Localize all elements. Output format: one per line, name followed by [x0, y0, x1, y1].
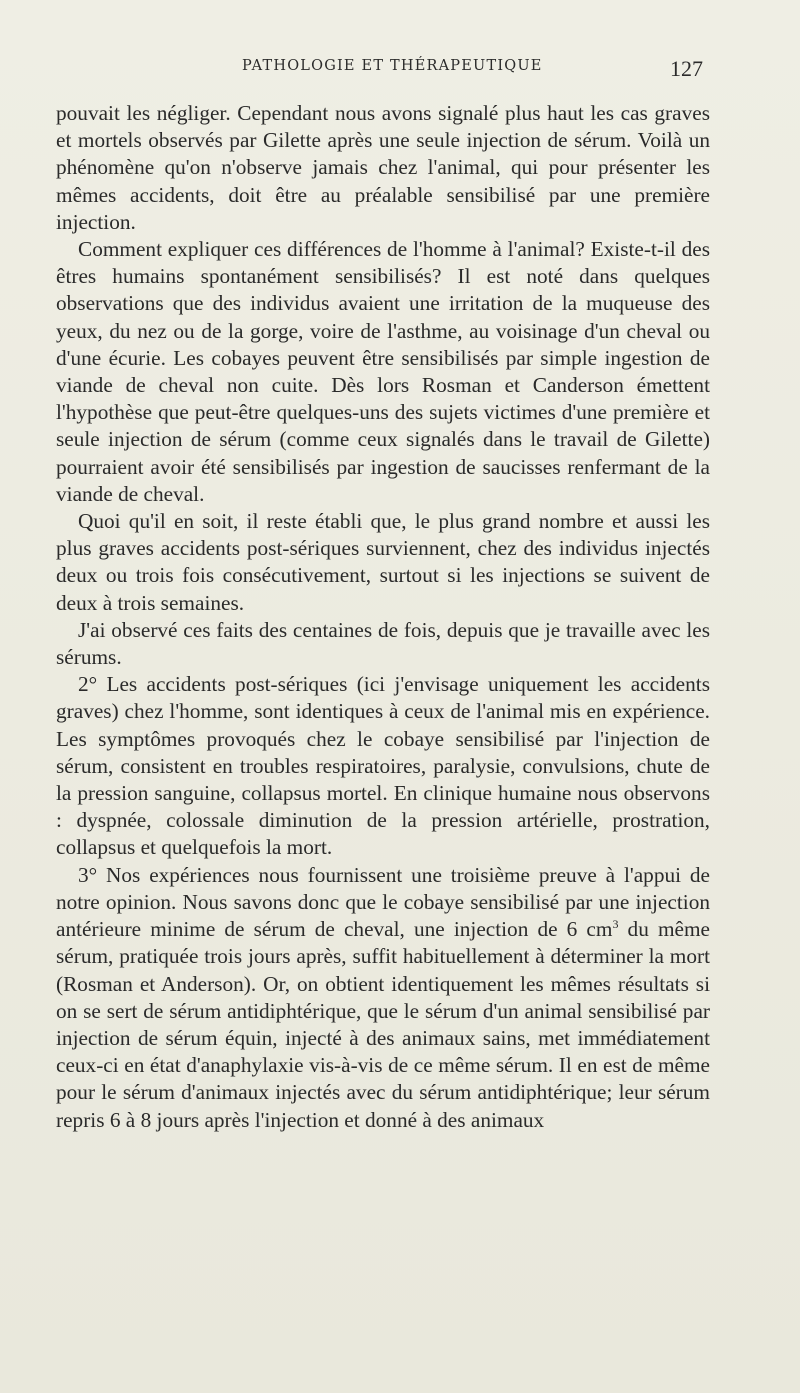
paragraph: Comment expliquer ces différences de l'homme à l'animal? Existe-t-il des êtres humains spontanément sensibilisés? Il est noté dans quelques observations que des individus avaient une irritation de la muqueuse des yeux, du nez ou de la gorge, voire de l'asthme, au voisinage d'un cheval ou d'une écurie. Les cobayes peuvent être sensibilisés par simple ingestion de viande de cheval non cuite. Dès lors Rosman et Canderson émettent l'hypothèse que peut-être quelques-uns des sujets victimes d'une première et seule injection de sérum (comme ceux signalés dans le travail de Gilette) pourraient avoir été sensibilisés par ingestion de saucisses renfermant de la viande de cheval.	[56, 237, 710, 506]
paragraph: Quoi qu'il en soit, il reste établi que, le plus grand nombre et aussi les plus graves accidents post-sériques surviennent, chez des individus injectés deux ou trois fois consécutivement, surtout si les injections se suivent de deux à trois semaines.	[56, 509, 710, 615]
paragraph: J'ai observé ces faits des centaines de fois, depuis que je travaille avec les sérums.	[56, 617, 710, 670]
paragraph: 2° Les accidents post-sériques (ici j'envisage uniquement les accidents graves) chez l'homme, sont identiques à ceux de l'animal mis en expérience. Les symptômes provoqués chez le cobaye sensibilisé par l'injection de sérum, consistent en troubles respiratoires, paralysie, convulsions, chute de la pression sanguine, collapsus mortel. En clinique humaine nous observons : dyspnée, colossale diminution de la pression artérielle, prostration, collapsus et quelquefois la mort.	[56, 672, 710, 860]
page-header	[0, 58, 800, 82]
page-number: 127	[670, 56, 703, 81]
paragraph-text: 3° Nos expériences nous fournissent une troisième preuve à l'appui de notre opinion. Nous savons donc que le cobaye sensibilisé par une injection antérieure minime de sérum de cheval, une injection de 6 cm	[56, 862, 710, 942]
running-title: PATHOLOGIE ET THÉRAPEUTIQUE	[242, 58, 543, 74]
paragraph-text: du même sérum, pratiquée trois jours après, suffit habituellement à déterminer la mort (Rosman et Anderson). Or, on obtient identiquement les mêmes résultats si on se sert de sérum antidiphtérique, que le sérum d'un animal sensibilisé par injection de sérum équin, injecté à des animaux sains, met immédiatement ceux-ci en état d'anaphylaxie vis-à-vis de ce même sérum. Il en est de même pour le sérum d'animaux injectés avec du sérum antidiphtérique; leur sérum repris 6 à 8 jours après l'injection et donné à des animaux	[56, 917, 710, 1132]
superscript: 3	[612, 917, 619, 931]
paragraph	[56, 862, 710, 1134]
body-text	[56, 100, 710, 1134]
paragraph: pouvait les négliger. Cependant nous avons signalé plus haut les cas graves et mortels observés par Gilette après une seule injection de sérum. Voilà un phénomène qu'on n'observe jamais chez l'animal, qui pour présenter les mêmes accidents, doit être au préalable sensibilisé par une première injection.	[56, 101, 710, 234]
